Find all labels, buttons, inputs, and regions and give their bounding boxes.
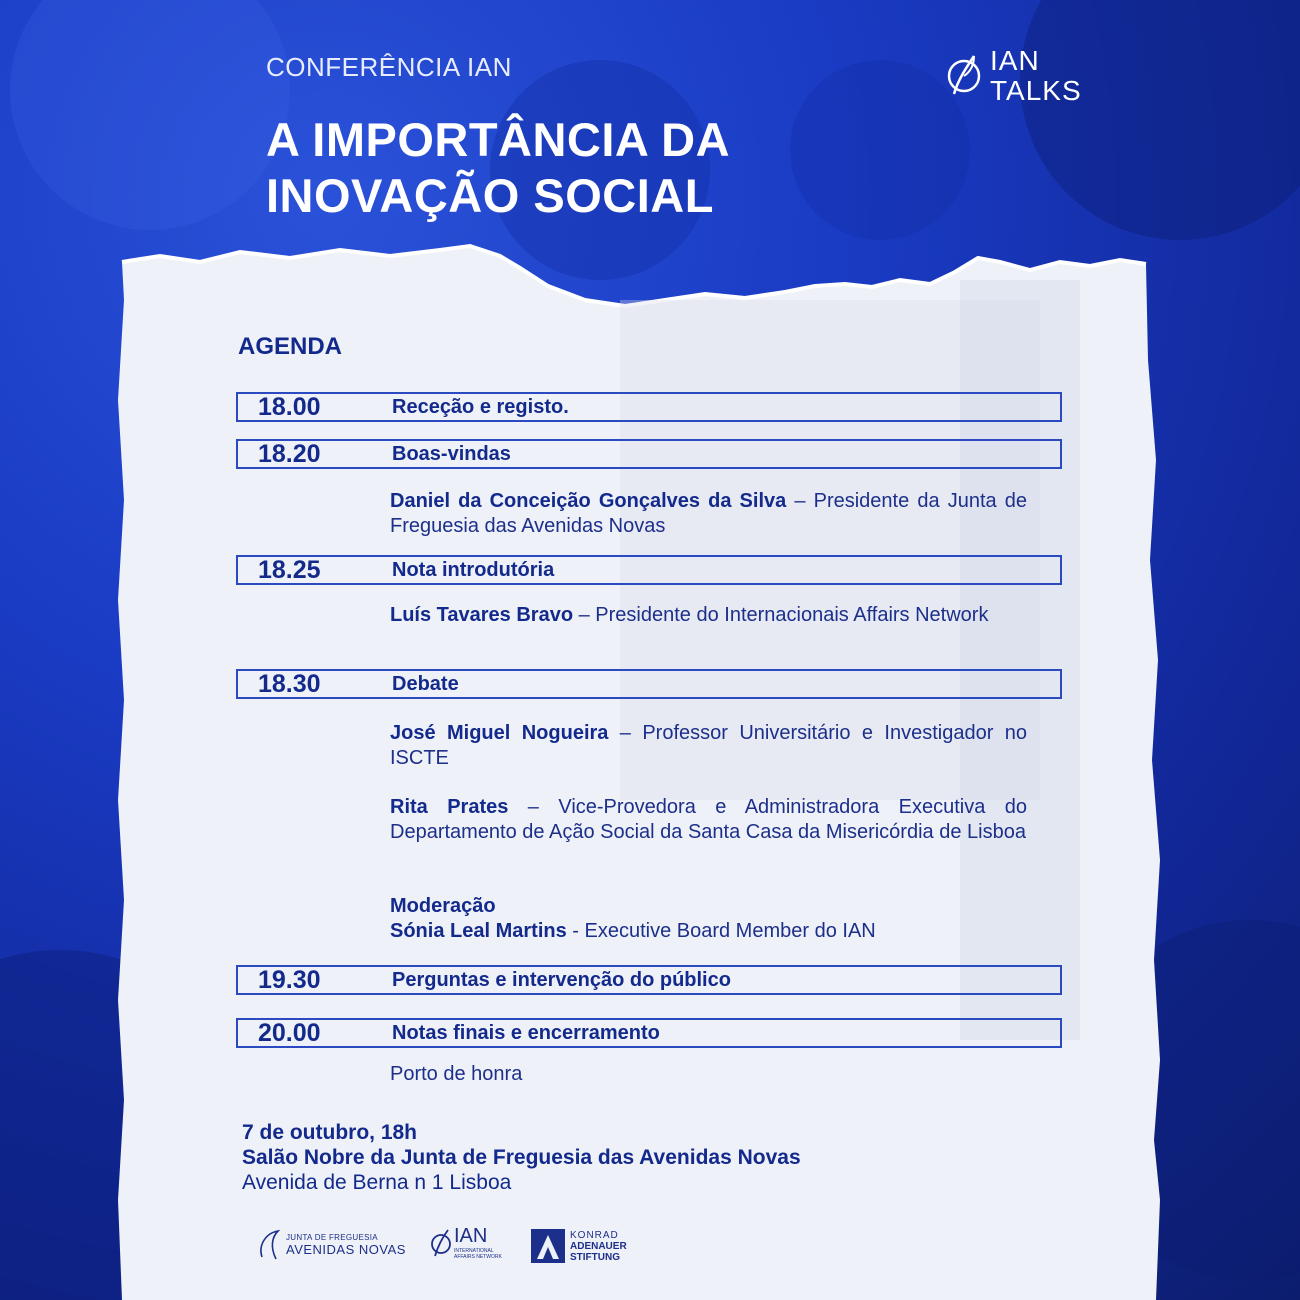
moderation-block <box>390 894 1027 944</box>
agenda-time: 18.30 <box>258 669 321 698</box>
kas-mark-icon <box>531 1229 565 1263</box>
speaker-role: – Professor Universitário e Investigador no ISCTE <box>390 722 1027 769</box>
title-line-2: INOVAÇÃO SOCIAL <box>266 169 714 222</box>
sponsor-logos <box>256 1225 676 1275</box>
event-venue: Salão Nobre da Junta de Freguesia das Avenidas Novas <box>242 1146 801 1169</box>
agenda-row-1930 <box>236 965 1062 995</box>
kas-text-2: ADENAUER <box>570 1240 627 1252</box>
ian-big-text: IAN <box>454 1225 488 1247</box>
speaker-role: – Presidente do Internacionais Affairs Network <box>573 604 989 626</box>
speaker-role: – Presidente da Junta de Freguesia das Avenidas Novas <box>390 490 1027 537</box>
logo-text-ian: IAN <box>990 45 1040 76</box>
agenda-time: 20.00 <box>258 1018 321 1047</box>
agenda-row-1820 <box>236 439 1062 469</box>
speaker-daniel <box>390 489 1027 539</box>
conference-kicker: CONFERÊNCIA IAN <box>266 52 512 82</box>
jf-avenidas-novas-logo <box>256 1227 406 1263</box>
speaker-name: José Miguel Nogueira <box>390 722 609 744</box>
title-line-1: A IMPORTÂNCIA DA <box>266 113 731 166</box>
agenda-row-2000 <box>236 1018 1062 1048</box>
agenda-time: 19.30 <box>258 965 321 994</box>
kas-logo <box>531 1229 627 1263</box>
jf-swirl-icon <box>256 1227 286 1263</box>
closing-note: Porto de honra <box>390 1063 523 1085</box>
speaker-name: Luís Tavares Bravo <box>390 604 574 626</box>
agenda-label: Nota introdutória <box>392 558 555 581</box>
speaker-luis <box>390 603 1027 628</box>
ian-small-text-1: INTERNATIONAL <box>454 1248 494 1254</box>
speaker-name: Rita Prates <box>390 796 509 818</box>
agenda-row-1800 <box>236 392 1062 422</box>
moderator-role: - Executive Board Member do IAN <box>566 920 876 942</box>
ian-logo <box>428 1225 502 1260</box>
speaker-name: Daniel da Conceição Gonçalves da Silva <box>390 490 787 512</box>
speaker-jose <box>390 721 1027 771</box>
event-address: Avenida de Berna n 1 Lisboa <box>242 1171 512 1194</box>
ian-leaf-small-icon <box>428 1226 454 1260</box>
agenda-label: Debate <box>392 672 459 695</box>
agenda-label: Boas-vindas <box>392 442 511 465</box>
agenda-label: Receção e registo. <box>392 395 569 418</box>
event-date: 7 de outubro, 18h <box>242 1121 418 1144</box>
agenda-label: Perguntas e intervenção do público <box>392 968 731 991</box>
agenda-row-1830 <box>236 669 1062 699</box>
jf-small-text: JUNTA DE FREGUESIA <box>286 1233 378 1242</box>
moderator-name: Sónia Leal Martins <box>390 920 567 942</box>
agenda-time: 18.25 <box>258 555 321 584</box>
kas-text-1: KONRAD <box>570 1229 619 1241</box>
jf-big-text: AVENIDAS NOVAS <box>286 1242 406 1257</box>
agenda-row-1825 <box>236 555 1062 585</box>
logo-text-talks: TALKS <box>990 75 1082 106</box>
ian-small-text-2: AFFAIRS NETWORK <box>454 1254 502 1260</box>
agenda-heading: AGENDA <box>238 333 343 360</box>
moderation-label: Moderação <box>390 895 496 917</box>
kas-text-3: STIFTUNG <box>570 1251 620 1263</box>
agenda-time: 18.00 <box>258 392 321 421</box>
agenda-time: 18.20 <box>258 439 321 468</box>
agenda-label: Notas finais e encerramento <box>392 1021 660 1044</box>
speaker-rita <box>390 795 1027 845</box>
speaker-role: – Vice-Provedora e Administradora Executiva do Departamento de Ação Social da Santa Casa da Misericórdia de Lisboa <box>390 796 1028 843</box>
event-details <box>242 1120 801 1195</box>
